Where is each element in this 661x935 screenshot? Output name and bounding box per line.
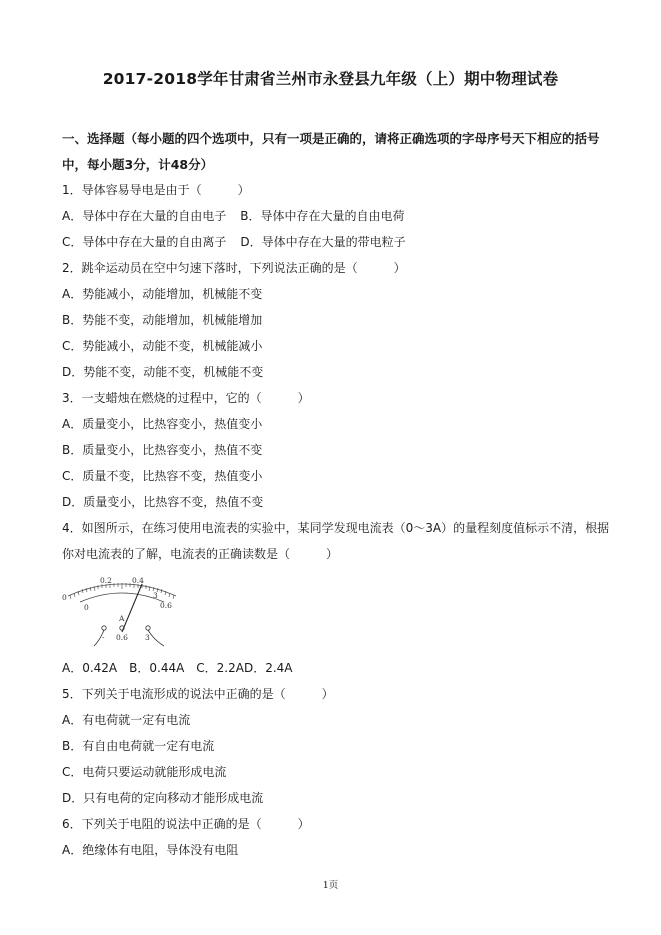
question-6-stem: 6．下列关于电阻的说法中正确的是（ ） xyxy=(62,817,310,831)
ammeter-unit-label: A xyxy=(119,614,125,623)
question-5-option-c: C．电荷只要运动就能形成电流 xyxy=(62,765,227,779)
question-2-option-d: D．势能不变，动能不变，机械能不变 xyxy=(62,365,264,379)
question-2-option-b: B．势能不变，动能增加，机械能增加 xyxy=(62,313,263,327)
question-3-option-b: B．质量变小，比热容变小，热值不变 xyxy=(62,443,263,457)
question-1-option-a: A．导体中存在大量的自由电子 xyxy=(62,209,227,223)
question-2-option-c: C．势能减小，动能不变，机械能减小 xyxy=(62,339,263,353)
question-1-stem: 1．导体容易导电是由于（ ） xyxy=(62,183,250,197)
question-5-stem: 5．下列关于电流形成的说法中正确的是（ ） xyxy=(62,687,334,701)
ammeter-terminal-3-label: 3 xyxy=(145,633,150,642)
question-4-options: A．0.42A B．0.44A C．2.2AD．2.4A xyxy=(62,661,293,675)
page-number: 1页 xyxy=(322,880,339,891)
question-1-options-ab xyxy=(62,208,404,224)
ammeter-figure xyxy=(60,574,190,654)
question-5-option-d: D．只有电荷的定向移动才能形成电流 xyxy=(62,791,264,805)
ammeter-terminal-minus-label: - xyxy=(102,633,105,642)
ammeter-needle xyxy=(122,584,142,632)
question-3-option-c: C．质量不变，比热容不变，热值变小 xyxy=(62,469,263,483)
ammeter-terminal-minus xyxy=(102,626,106,630)
question-5-option-b: B．有自由电荷就一定有电流 xyxy=(62,739,215,753)
question-5-option-a: A．有电荷就一定有电流 xyxy=(62,713,191,727)
ammeter-label-02: 0.2 xyxy=(100,576,112,585)
question-6-option-a: A．绝缘体有电阻，导体没有电阻 xyxy=(62,843,239,857)
question-1-options-cd xyxy=(62,234,406,250)
ammeter-terminal-3 xyxy=(146,626,150,630)
ammeter-wire-right xyxy=(148,630,164,646)
question-3-stem: 3．一支蜡烛在燃烧的过程中，它的（ ） xyxy=(62,391,310,405)
question-4-stem: 4．如图所示，在练习使用电流表的实验中，某同学发现电流表（0～3A）的量程刻度值标示不清，根据你对电流表的了解，电流表的正确读数是（ ） xyxy=(62,521,610,561)
ammeter-inner-label-0: 0 xyxy=(84,603,89,612)
question-1-option-d: D．导体中存在大量的带电粒子 xyxy=(240,235,406,249)
ammeter-inner-label-3: 3 xyxy=(153,591,158,600)
question-1-option-b: B．导体中存在大量的自由电荷 xyxy=(240,209,405,223)
question-2-stem: 2．跳伞运动员在空中匀速下落时，下列说法正确的是（ ） xyxy=(62,261,406,275)
page-title: 2017-2018学年甘肃省兰州市永登县九年级（上）期中物理试卷 xyxy=(102,70,559,88)
ammeter-label-06: 0.6 xyxy=(160,601,172,610)
question-1-option-c: C．导体中存在大量的自由离子 xyxy=(62,235,227,249)
ammeter-terminal-06-label: 0.6 xyxy=(116,633,128,642)
ammeter-label-04: 0.4 xyxy=(132,576,144,585)
ammeter-label-0: 0 xyxy=(62,593,67,602)
question-2-option-a: A．势能减小，动能增加，机械能不变 xyxy=(62,287,263,301)
section-heading: 一、选择题（每小题的四个选项中，只有一项是正确的，请将正确选项的字母序号天下相应的括号中，每小题3分，计48分） xyxy=(62,131,600,172)
ammeter-inner-arc xyxy=(80,593,164,602)
question-3-option-d: D．质量变小，比热容不变，热值不变 xyxy=(62,495,264,509)
question-3-option-a: A．质量变小，比热容变小，热值变小 xyxy=(62,417,263,431)
